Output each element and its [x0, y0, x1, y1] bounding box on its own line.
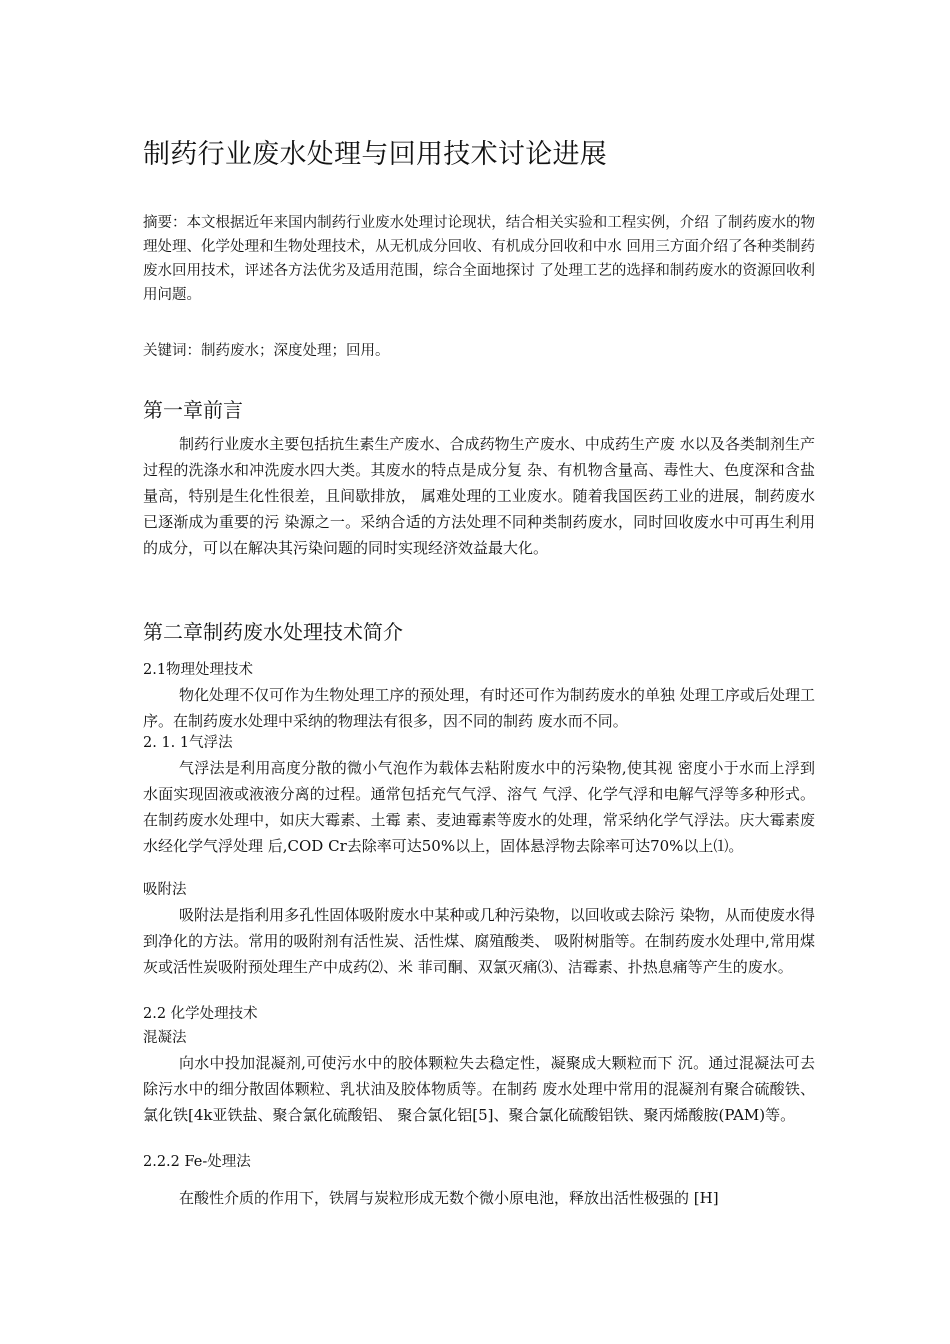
coagulation-heading: 混凝法	[143, 1030, 187, 1046]
chapter-1-paragraph: 制药行业废水主要包括抗生素生产废水、合成药物生产废水、中成药生产废 水以及各类制剂生产过程的洗涤水和冲洗废水四大类。其废水的特点是成分复 杂、有机物含量高、毒性大、色度深和含盐量高，特别是生化性很差，且间歇排放， 属难处理的工业废水。随着我国医药工业的进展，制药废水已逐渐成为重要的污 染源之一。采纳合适的方法处理不同种类制药废水，同时回收废水中可再生利用 的成分，可以在解决其污染问题的同时实现经济效益最大化。	[143, 435, 815, 557]
document-title: 制药行业废水处理与回用技术讨论进展	[143, 139, 608, 170]
section-2-2-heading: 2.2 化学处理技术	[143, 1006, 258, 1022]
chapter-2-heading: 第二章制药废水处理技术简介	[143, 620, 403, 644]
adsorption-paragraph: 吸附法是指利用多孔性固体吸附废水中某种或几种污染物，以回收或去除污 染物，从而使废水得到净化的方法。常用的吸附剂有活性炭、活性煤、腐殖酸类、 吸附树脂等。在制药废水处理中,常用煤灰或活性炭吸附预处理生产中成药⑵、米 菲司酮、双氯灭痛⑶、洁霉素、扑热息痛等产生的废水。	[143, 906, 815, 976]
abstract: 摘要：本文根据近年来国内制药行业废水处理讨论现状，结合相关实验和工程实例，介绍 了制药废水的物理处理、化学处理和生物处理技术，从无机成分回收、有机成分回收和中水 回用三方面介绍了各种类制药废水回用技术，评述各方法优劣及适用范围，综合全面地探讨 了处理工艺的选择和制药废水的资源回收利用问题。	[143, 215, 815, 303]
section-2-1-heading: 2.1物理处理技术	[143, 662, 254, 678]
keywords: 关键词：制药废水；深度处理；回用。	[143, 343, 390, 359]
adsorption-heading: 吸附法	[143, 882, 187, 898]
coagulation-paragraph: 向水中投加混凝剂,可使污水中的胶体颗粒失去稳定性，凝聚成大颗粒而下 沉。通过混凝法可去除污水中的细分散固体颗粒、乳状油及胶体物质等。在制药 废水处理中常用的混凝剂有聚合硫酸铁、氯化铁[4k亚铁盐、聚合氯化硫酸铝、 聚合氯化铝[5]、聚合氯化硫酸铝铁、聚丙烯酸胺(PAM)等。	[143, 1054, 815, 1124]
section-2-1-paragraph: 物化处理不仅可作为生物处理工序的预处理，有时还可作为制药废水的单独 处理工序或后处理工序。在制药废水处理中采纳的物理法有很多，因不同的制药 废水而不同。	[143, 686, 815, 730]
section-2-2-2-heading: 2.2.2 Fe-处理法	[143, 1154, 251, 1170]
chapter-1-heading: 第一章前言	[143, 398, 243, 422]
section-2-1-1-paragraph: 气浮法是利用高度分散的微小气泡作为载体去粘附废水中的污染物,使其视 密度小于水而上浮到水面实现固液或液液分离的过程。通常包括充气气浮、溶气 气浮、化学气浮和电解气浮等多种形式。在制药废水处理中，如庆大霉素、土霉 素、麦迪霉素等废水的处理，常采纳化学气浮法。庆大霉素废水经化学气浮处理 后,COD Cr去除率可达50%以上，固体悬浮物去除率可达70%以上⑴。	[143, 759, 815, 855]
section-2-2-2-paragraph: 在酸性介质的作用下，铁屑与炭粒形成无数个微小原电池，释放出活性极强的 [H]	[179, 1189, 719, 1207]
section-2-1-1-heading: 2. 1. 1气浮法	[143, 735, 233, 751]
